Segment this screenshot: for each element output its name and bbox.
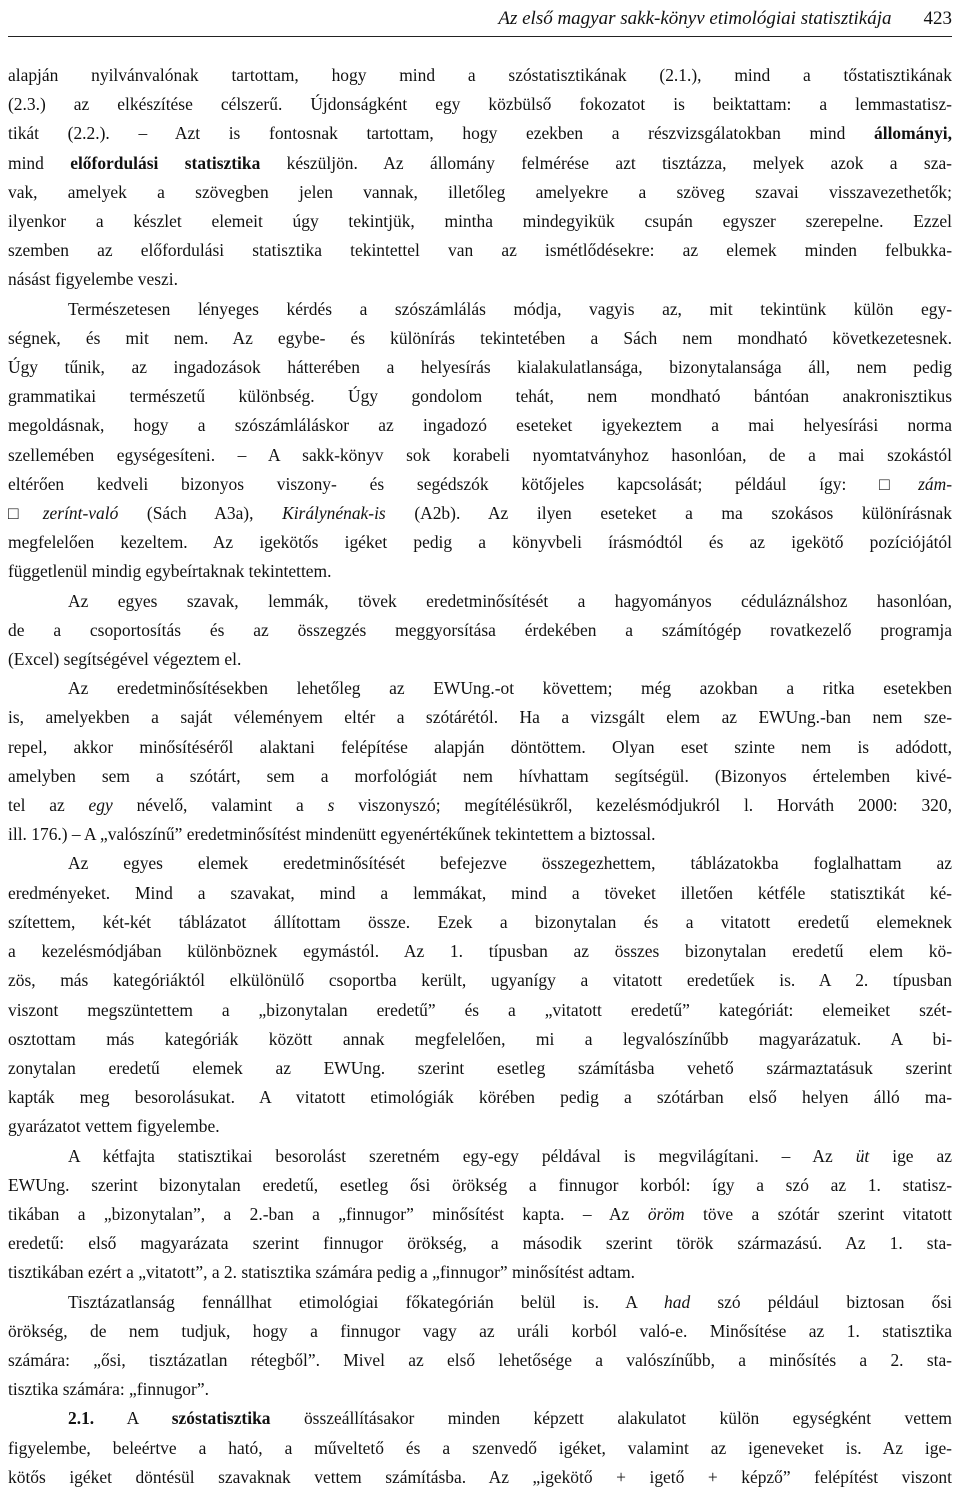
text-line bbox=[8, 762, 952, 791]
text-run: szítettem, két-két táblázatot állítottam össze. Ezek a bizonytalan és a vitatott eredetű elemeknek bbox=[8, 911, 952, 932]
text-line bbox=[8, 1171, 952, 1200]
text-line bbox=[8, 937, 952, 966]
italic-text: had bbox=[664, 1291, 691, 1312]
text-line bbox=[8, 703, 952, 732]
bold-text: 2.1. bbox=[68, 1408, 95, 1429]
text-run: vak, amelyek a szövegben jelen vannak, illetőleg amelyekre a szöveg szavai visszavezethetők; bbox=[8, 181, 952, 202]
text-run: alapján nyilvánvalónak tartottam, hogy mind a szóstatisztikának (2.1.), mind a tőstatisztikának bbox=[8, 65, 952, 85]
text-run: tel az bbox=[8, 795, 89, 816]
running-header bbox=[8, 0, 952, 30]
text-line bbox=[8, 353, 952, 382]
text-run: tikát (2.2.). – Azt is fontosnak tartottam, hogy ezekben a részvizsgálatokban mind bbox=[8, 123, 874, 144]
text-line bbox=[8, 879, 952, 908]
text-line bbox=[8, 1025, 952, 1054]
text-run: a kezelésmódjában különböznek egymástól. Az 1. típusban az összes bizonytalan eredetű elem kö- bbox=[8, 941, 952, 962]
text-line bbox=[8, 61, 952, 90]
text-run: viszonyszó; megítélésükről, kezelésmódjukról l. Horváth 2000: 320, bbox=[334, 795, 952, 816]
page-number: 423 bbox=[923, 8, 952, 29]
text-line bbox=[8, 1083, 952, 1112]
text-run: készüljön. Az állomány felmérése azt tisztázza, melyek azok a sza- bbox=[260, 152, 952, 173]
bold-text: állományi, bbox=[874, 123, 952, 144]
text-line bbox=[8, 1404, 952, 1433]
bold-text: szóstatisztika bbox=[171, 1408, 271, 1429]
text-line bbox=[8, 1317, 952, 1346]
text-line bbox=[8, 996, 952, 1025]
text-line bbox=[8, 1346, 952, 1375]
text-run: repel, akkor minősítéséről alaktani felépítése alapján döntöttem. Olyan eset szinte nem is adódott, bbox=[8, 736, 952, 757]
text-line bbox=[8, 1375, 952, 1404]
text-run: viszont megszüntettem a „bizonytalan eredetű” és a „vitatott eredetű” kategóriát: elemeiket szét- bbox=[8, 999, 952, 1020]
text-line bbox=[8, 470, 952, 499]
text-line bbox=[8, 324, 952, 353]
text-line bbox=[8, 733, 952, 762]
bold-text: előfordulási statisztika bbox=[70, 152, 261, 173]
text-line bbox=[8, 1434, 952, 1463]
text-line bbox=[8, 149, 952, 178]
text-run: Az eredetminősítésekben lehetőleg az EWUng.-ot követtem; még azokban a ritka esetekben bbox=[68, 678, 952, 699]
text-line bbox=[8, 207, 952, 236]
text-run: amelyben sem a szótárt, sem a morfológiát nem hívhattam segítségül. (Bizonyos értelemben kivé- bbox=[8, 765, 952, 786]
text-run: tisztikában ezért a „vitatott”, a 2. statisztika számára pedig a „finnugor” minősítést adtam. bbox=[8, 1262, 636, 1283]
text-run: (Sách A3a), bbox=[118, 503, 283, 524]
text-run: eredetű: első magyarázata szerint finnugor örökség, a második szerint török származású. Az 1. sta- bbox=[8, 1233, 952, 1254]
text-run: osztottam más kategóriák között annak megfelelően, mi a legvalószínűbb magyarázatuk. A bi- bbox=[8, 1028, 952, 1049]
text-line bbox=[8, 382, 952, 411]
text-run: is, amelyekben a saját véleményem eltér a szótárétól. Ha a vizsgált elem az EWUng.-ban nem sze- bbox=[8, 707, 952, 728]
text-line bbox=[8, 1258, 952, 1287]
text-run: EWUng. szerint bizonytalan eredetű, esetleg ősi örökség a finnugor korból: így a szó az 1. statisz- bbox=[8, 1174, 952, 1195]
text-run: kötős igéket döntésül szavaknak vettem számításba. Az „igekötő + igető + képző” felépítést viszont bbox=[8, 1466, 952, 1487]
text-run: szellemében egységesíteni. – A sakk-könyv sok korabeli nyomtatványhoz hasonlóan, de a mai szokástól bbox=[8, 444, 952, 465]
text-run: függetlenül mindig egybeírtaknak tekintettem. bbox=[8, 561, 332, 582]
text-line bbox=[8, 119, 952, 148]
text-run: Az egyes elemek eredetminősítését befejezve összegezhettem, táblázatokba foglalhattam az bbox=[68, 853, 952, 874]
text-run: számára: „ősi, tisztázatlan rétegből”. Mivel az első lehetősége a valószínűbb, a minősítés a 2. sta- bbox=[8, 1349, 952, 1370]
text-line bbox=[8, 1463, 952, 1492]
text-run: tikában a „bizonytalan”, a 2.-ban a „finnugor” minősítést kapta. – Az bbox=[8, 1203, 648, 1224]
text-run: kapták meg besorolásukat. A vitatott etimológiák körében pedig a szótárban első helyen álló ma- bbox=[8, 1087, 952, 1108]
text-run: gyarázatot vettem figyelembe. bbox=[8, 1116, 220, 1137]
text-run: névelő, valamint a bbox=[112, 795, 328, 816]
text-run: megoldásnak, hogy a szószámláláskor az ingadozó eseteket igyekeztem a mai helyesírási norma bbox=[8, 415, 952, 436]
text-line bbox=[8, 441, 952, 470]
text-line bbox=[8, 674, 952, 703]
text-run: ségnek, és mit nem. Az egybe- és különírás tekintetében a Sách nem mondható következetesnek. bbox=[8, 327, 952, 348]
text-line bbox=[8, 499, 952, 528]
text-line bbox=[8, 1142, 952, 1171]
text-line bbox=[8, 587, 952, 616]
text-run: szó például biztosan ősi bbox=[690, 1291, 952, 1312]
italic-text: □zám- bbox=[879, 473, 952, 494]
running-title: Az első magyar sakk-könyv etimológiai statisztikája bbox=[498, 8, 892, 29]
text-run: összeállításakor minden képzett alakulatot külön egységként vettem bbox=[270, 1408, 952, 1429]
italic-text: egy bbox=[88, 795, 113, 816]
text-line bbox=[8, 966, 952, 995]
text-run: szemben az előfordulási statisztika tekintettel van az ismétlődésekre: az elemek minden felbukka- bbox=[8, 240, 952, 261]
text-line bbox=[8, 1054, 952, 1083]
text-run: zonytalan eredetű elemek az EWUng. szerint esetleg számításba vehető származtatásuk szerint bbox=[8, 1057, 952, 1078]
text-line bbox=[8, 178, 952, 207]
text-line bbox=[8, 411, 952, 440]
text-line bbox=[8, 616, 952, 645]
text-line bbox=[8, 791, 952, 820]
text-line bbox=[8, 1288, 952, 1317]
text-run: Az egyes szavak, lemmák, tövek eredetminősítését a hagyományos céduláználshoz hasonlóan, bbox=[68, 590, 952, 611]
text-line bbox=[8, 1229, 952, 1258]
italic-text: □zerínt-való bbox=[8, 503, 119, 524]
text-run: Tisztázatlanság fennállhat etimológiai főkategórián belül is. A bbox=[68, 1291, 665, 1312]
text-line bbox=[8, 1112, 952, 1141]
text-run: örökség, de nem tudjuk, hogy a finnugor vagy az uráli korból való-e. Minősítése az 1. statisztika bbox=[8, 1320, 952, 1341]
text-line bbox=[8, 820, 952, 849]
body-text bbox=[8, 61, 952, 1492]
text-run: eredményeket. Mind a szavakat, mind a lemmákat, mind a töveket illetően kétféle statisztikát ké- bbox=[8, 882, 952, 903]
text-line bbox=[8, 557, 952, 586]
header-rule bbox=[8, 36, 952, 37]
text-run: (Excel) segítségével végeztem el. bbox=[8, 649, 242, 670]
text-run: megfelelően kezeltem. Az igekötős igéket pedig a könyvbeli írásmódtól és az igekötő pozíciójától bbox=[8, 532, 952, 553]
italic-text: Királynénak-is bbox=[282, 503, 386, 524]
text-run: (A2b). Az ilyen eseteket a ma szokásos különírásnak bbox=[385, 503, 952, 524]
text-run: mind bbox=[8, 152, 71, 173]
italic-text: s bbox=[327, 795, 335, 816]
text-run: figyelembe, beleértve a ható, a műveltető és a szenvedő igéket, valamint az igeneveket is. Az ige- bbox=[8, 1437, 952, 1458]
text-run: Úgy tűnik, az ingadozások hátterében a helyesírás kialakulatlansága, bizonytalansága áll, nem pedig bbox=[8, 357, 952, 378]
text-run: Természetesen lényeges kérdés a szószámlálás módja, vagyis az, mit tekintünk külön egy- bbox=[68, 298, 952, 319]
text-line bbox=[8, 908, 952, 937]
italic-text: öröm bbox=[647, 1203, 685, 1224]
text-run: tisztika számára: „finnugor”. bbox=[8, 1379, 209, 1400]
italic-text: üt bbox=[855, 1145, 870, 1166]
text-run: grammatikai természetű különbség. Úgy gondolom tehát, nem mondható bántóan anakronisztikus bbox=[8, 386, 952, 407]
text-run: (2.3.) az elkészítése célszerű. Újdonságként egy közbülső fokozatot is beiktattam: a lemmastatisz- bbox=[8, 94, 952, 115]
text-line bbox=[8, 236, 952, 265]
text-line bbox=[8, 265, 952, 294]
text-line bbox=[8, 1200, 952, 1229]
text-line bbox=[8, 645, 952, 674]
text-run: ige az bbox=[869, 1145, 952, 1166]
text-line bbox=[8, 90, 952, 119]
text-run: eltérően kedveli bizonyos viszony- és segédszók kötőjeles kapcsolását; például így: bbox=[8, 473, 880, 494]
text-run: ill. 176.) – A „valószínű” eredetminősítést mindenütt egyenértékűnek tekintettem a biztossal. bbox=[8, 824, 656, 845]
text-line bbox=[8, 849, 952, 878]
text-run: ilyenkor a készlet elemeit úgy tekintjük, mintha mindegyikük csupán egyszer szerepelne. Ezzel bbox=[8, 211, 952, 232]
text-run: zös, más kategóriáktól elkülönülő csoportba került, ugyanígy a vitatott eredetűek is. A 2. típusban bbox=[8, 970, 952, 991]
text-line bbox=[8, 528, 952, 557]
text-line bbox=[8, 295, 952, 324]
text-run: de a csoportosítás és az összegzés meggyorsítása érdekében a számítógép rovatkezelő programja bbox=[8, 619, 952, 640]
text-run: töve a szótár szerint vitatott bbox=[684, 1203, 952, 1224]
text-run: násást figyelembe veszi. bbox=[8, 269, 178, 290]
text-run: A kétfajta statisztikai besorolást szeretném egy-egy példával is megvilágítani. – Az bbox=[68, 1145, 856, 1166]
text-run: A bbox=[94, 1408, 172, 1429]
